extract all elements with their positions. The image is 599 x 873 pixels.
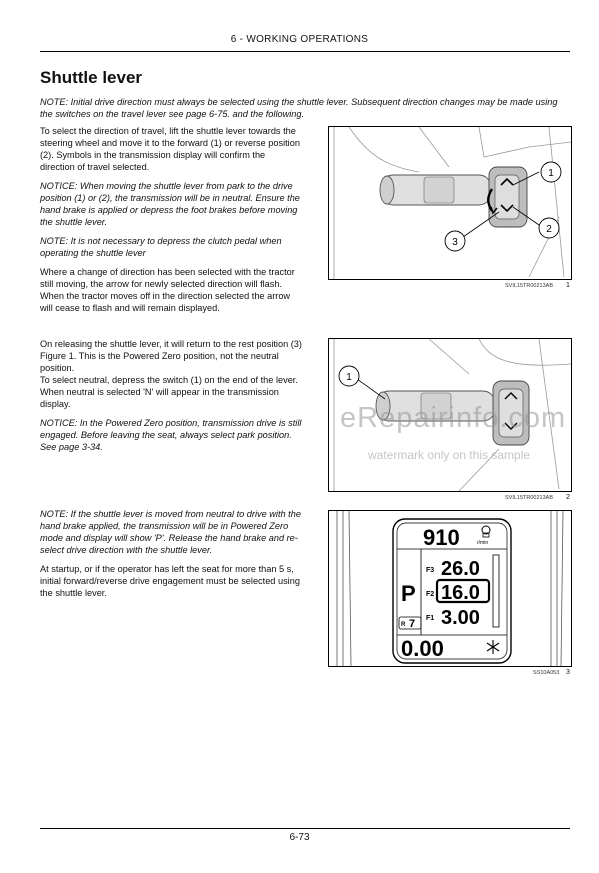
figure-2-caption: SVIL15TR00213AB [505, 495, 554, 501]
figure-1-number: 1 [566, 282, 570, 289]
figure-3-transmission-display [328, 510, 572, 667]
mode-indicator: P [401, 581, 416, 606]
text-column-2 [40, 338, 302, 460]
figure-1-shuttle-lever [328, 126, 572, 280]
note-hand-brake: NOTE: If the shuttle lever is moved from neutral to drive with the hand brake applied, the transmission will be in Powered Zero mode and display will show 'P'. Release the hand brake and re-select drive direction with the shuttle lever. [40, 509, 301, 555]
paragraph-select-direction: To select the direction of travel, lift the shuttle lever towards the steering wheel and move it to the forward (1) or reverse position (2). Symbols in the transmission display will confirm the direction of travel selected. [40, 126, 300, 172]
callout-3: 3 [452, 237, 458, 248]
gear-f2-value: 16.0 [441, 582, 480, 604]
page-number: 6-73 [289, 832, 310, 843]
gear-f2-label: F2 [426, 591, 435, 598]
callout-1: 1 [548, 168, 554, 179]
figure-1-caption: SVIL15TR00213AB [505, 283, 554, 289]
page-title: Shuttle lever [40, 68, 143, 87]
speed-readout: 0.00 [401, 636, 444, 661]
section-header: 6 - WORKING OPERATIONS [230, 34, 369, 45]
paragraph-startup: At startup, or if the operator has left the seat for more than 5 s, initial forward/reverse drive engagement must be selected using the shuttle lever. [40, 564, 300, 598]
gear-f3-label: F3 [426, 567, 435, 574]
watermark-main: eRepairinfo.com [340, 402, 567, 434]
figure-1-illustration [329, 127, 571, 279]
rpm-unit: r/min [477, 540, 489, 546]
range-label: R [401, 622, 406, 628]
figure-3-caption: SS10A053 [533, 670, 560, 676]
footer-rule [40, 828, 570, 829]
watermark-sub: watermark only on this sample [368, 448, 531, 462]
rpm-readout: 910 [423, 525, 460, 550]
note-top: NOTE: Initial drive direction must always be selected using the shuttle lever. Subsequent direction changes may be made using the switches on the travel lever see page 6-75. and the following. [40, 97, 558, 119]
callout-1: 1 [346, 372, 352, 383]
header-rule [40, 51, 570, 52]
figure-3-illustration [329, 511, 571, 666]
text-column-3 [40, 508, 302, 606]
notice-park-to-drive: NOTICE: When moving the shuttle lever from park to the drive position (1) or (2), the transmission will be in neutral. Ensure the hand brake is applied or depress the foot brakes before moving the shuttle lever. [40, 181, 300, 227]
paragraph-direction-change: Where a change of direction has been selected with the tractor still moving, the arrow for newly selected direction will flash. When the tractor moves off in the direction selected the arrow will cease to flash and will remain displayed. [40, 267, 295, 313]
paragraph-neutral: To select neutral, depress the switch (1) on the end of the lever. When neutral is selected 'N' will appear in the transmission display. [40, 375, 298, 409]
text-column-1 [40, 125, 302, 321]
range-value: 7 [409, 618, 416, 630]
note-clutch: NOTE: It is not necessary to depress the clutch pedal when operating the shuttle lever [40, 236, 282, 258]
gear-f1-label: F1 [426, 615, 435, 622]
paragraph-rest-position: On releasing the shuttle lever, it will return to the rest position (3) Figure 1. This is the Powered Zero position, not the neutral position. [40, 339, 302, 373]
gear-f3-value: 26.0 [441, 558, 480, 580]
callout-2: 2 [546, 224, 552, 235]
figure-2-number: 2 [566, 494, 570, 501]
figure-3-number: 3 [566, 669, 570, 676]
gear-f1-value: 3.00 [441, 607, 480, 629]
notice-powered-zero: NOTICE: In the Powered Zero position, transmission drive is still engaged. Before leaving the seat, always select park position. See page 3-34. [40, 418, 302, 452]
